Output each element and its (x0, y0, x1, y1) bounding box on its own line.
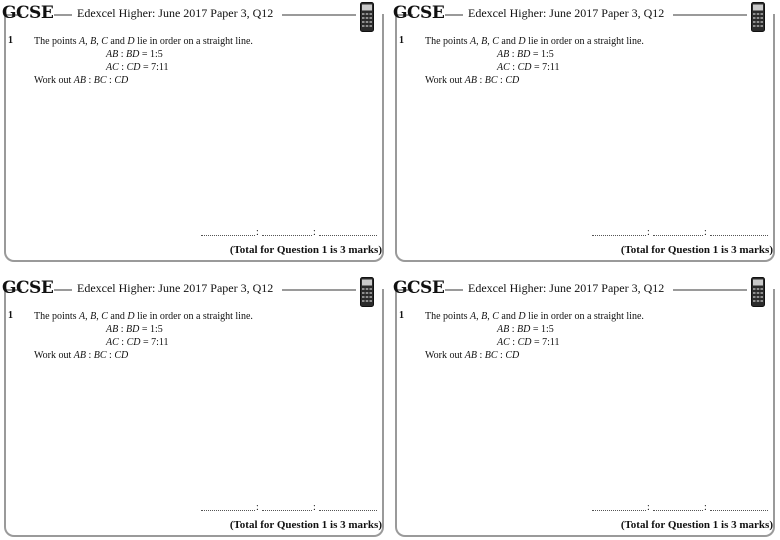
source-title: Edexcel Higher: June 2017 Paper 3, Q12 (468, 281, 665, 295)
question-number: 1 (399, 310, 404, 321)
answer-colon-2: : (313, 227, 316, 238)
answer-colon-1: : (647, 502, 650, 513)
answer-blank-1[interactable] (201, 235, 255, 236)
total-marks: (Total for Question 1 is 3 marks) (620, 519, 773, 531)
answer-blank-3[interactable] (319, 510, 377, 511)
answer-blank-1[interactable] (201, 510, 255, 511)
calculator-icon (360, 277, 374, 307)
answer-colon-1: : (647, 227, 650, 238)
answer-blank-3[interactable] (710, 510, 768, 511)
question-text (425, 35, 644, 87)
gcse-badge: GCSE (393, 3, 445, 23)
gcse-badge: GCSE (2, 3, 54, 23)
task-line: Work out AB : BC : CD (425, 350, 520, 361)
calculator-icon (751, 277, 765, 307)
answer-line[interactable] (592, 224, 772, 238)
answer-blank-1[interactable] (592, 510, 646, 511)
answer-blank-1[interactable] (592, 235, 646, 236)
ratio-ac-cd: AC : CD = 7:11 (497, 337, 560, 348)
calculator-icon (360, 2, 374, 32)
total-marks: (Total for Question 1 is 3 marks) (620, 244, 773, 256)
task-line: Work out AB : BC : CD (425, 75, 520, 86)
gcse-badge: GCSE (393, 278, 445, 298)
ratio-ab-bd: AB : BD = 1:5 (106, 49, 163, 60)
source-title: Edexcel Higher: June 2017 Paper 3, Q12 (77, 6, 274, 20)
source-title: Edexcel Higher: June 2017 Paper 3, Q12 (468, 6, 665, 20)
ratio-ab-bd: AB : BD = 1:5 (497, 49, 554, 60)
question-text (34, 35, 253, 87)
answer-blank-2[interactable] (653, 510, 703, 511)
question-card-4 (391, 275, 779, 539)
answer-colon-2: : (704, 227, 707, 238)
question-card-1 (0, 0, 388, 264)
answer-line[interactable] (592, 499, 772, 513)
answer-blank-3[interactable] (710, 235, 768, 236)
gcse-badge: GCSE (2, 278, 54, 298)
answer-blank-2[interactable] (262, 510, 312, 511)
total-marks: (Total for Question 1 is 3 marks) (229, 244, 382, 256)
ratio-ac-cd: AC : CD = 7:11 (497, 62, 560, 73)
answer-blank-3[interactable] (319, 235, 377, 236)
question-card-2 (391, 0, 779, 264)
calculator-icon (751, 2, 765, 32)
ratio-ab-bd: AB : BD = 1:5 (106, 324, 163, 335)
answer-line[interactable] (201, 499, 381, 513)
question-card-3 (0, 275, 388, 539)
intro-line: The points A, B, C and D lie in order on a straight line. (34, 311, 253, 322)
answer-colon-1: : (256, 227, 259, 238)
ratio-ac-cd: AC : CD = 7:11 (106, 62, 169, 73)
source-title: Edexcel Higher: June 2017 Paper 3, Q12 (77, 281, 274, 295)
answer-colon-1: : (256, 502, 259, 513)
answer-colon-2: : (313, 502, 316, 513)
question-number: 1 (399, 35, 404, 46)
question-number: 1 (8, 35, 13, 46)
question-text (34, 310, 253, 362)
answer-colon-2: : (704, 502, 707, 513)
ratio-ab-bd: AB : BD = 1:5 (497, 324, 554, 335)
answer-line[interactable] (201, 224, 381, 238)
ratio-ac-cd: AC : CD = 7:11 (106, 337, 169, 348)
question-text (425, 310, 644, 362)
answer-blank-2[interactable] (262, 235, 312, 236)
question-number: 1 (8, 310, 13, 321)
answer-blank-2[interactable] (653, 235, 703, 236)
task-line: Work out AB : BC : CD (34, 350, 129, 361)
intro-line: The points A, B, C and D lie in order on a straight line. (425, 36, 644, 47)
total-marks: (Total for Question 1 is 3 marks) (229, 519, 382, 531)
intro-line: The points A, B, C and D lie in order on a straight line. (425, 311, 644, 322)
task-line: Work out AB : BC : CD (34, 75, 129, 86)
intro-line: The points A, B, C and D lie in order on a straight line. (34, 36, 253, 47)
